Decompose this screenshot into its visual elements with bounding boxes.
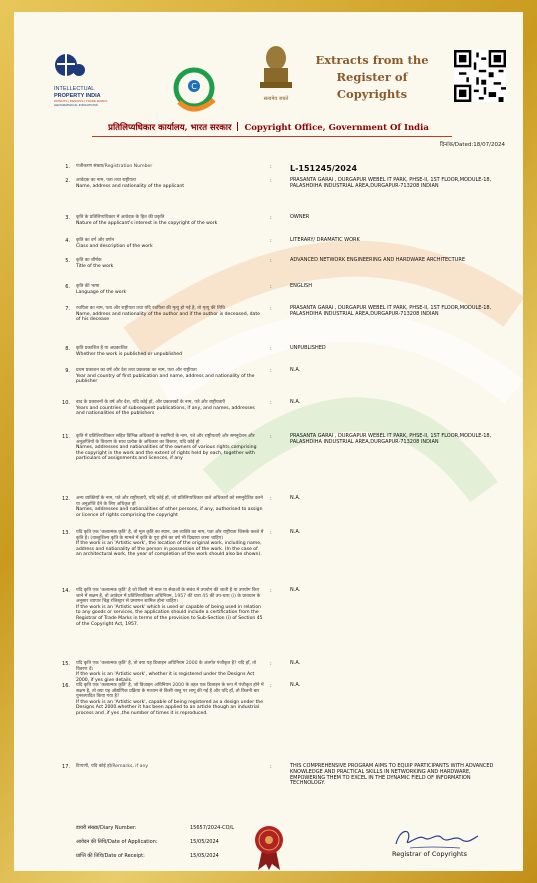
entry-value: N.A.	[290, 399, 301, 405]
entry-colon: :	[270, 346, 272, 352]
entry-colon: :	[270, 764, 272, 770]
entry-value: N.A.	[290, 367, 301, 373]
entry-value: N.A.	[290, 682, 301, 688]
entry-colon: :	[270, 284, 272, 290]
svg-text:सत्यमेव जयते: सत्यमेव जयते	[263, 96, 289, 102]
office-hindi: प्रतिलिप्यधिकार कार्यालय, भारत सरकार	[108, 123, 232, 133]
entry-label	[76, 215, 264, 226]
diary-value: 15657/2024-CO/L	[190, 825, 235, 831]
entry-label-english: If the work is an 'Artistic work', capable of being registered as a design under the Designs Act 2000.whether it has been applied to an article though an industrial process and ,if yes ,the number of times it is reproduced.	[76, 699, 264, 716]
entry-number: 17.	[62, 764, 70, 770]
entry-label-hindi: कृति की भाषा	[76, 284, 100, 289]
entry-label	[76, 284, 264, 295]
entry-value: THIS COMPREHENSIVE PROGRAM AIMS TO EQUIP PARTICIPANTS WITH ADVANCED KNOWLEDGE AND PRACTICAL SKILLS IN NETWORKING AND HARDWARE, EMPOWERING THEM TO EXCEL IN THE DYNAMIC FIELD OF INFORMATION TECHNOLOGY.	[290, 763, 494, 787]
entry-label	[76, 764, 264, 770]
entry-label-hindi: यदि कृति एक 'कलात्मक कृति' है, जो डिजाइन अधिनियम 2000 के तहत एक डिजाइन के रूप में पंजीकृत होने में सक्षम है, तो क्या यह औद्योगिक प्रक्रिया के माध्यम से किसी वस्तु पर लागू की गई है और यदि हाँ, तो कितनी बार पुनरुत्पादित किया गया है?	[76, 683, 264, 700]
entry-colon: :	[270, 530, 272, 536]
entry-label-english: Names, addresses and nationalities of the owners of various rights comprising the copyright in the work and the extent of rights held by each, together with particulars of assignments and licences, if any	[76, 445, 257, 462]
entry-value: N.A.	[290, 495, 301, 501]
receipt-date-label: प्राप्ति की तिथि/Date of Receipt:	[76, 853, 145, 859]
entry-label-hindi: पंजीकरण संख्या/Registration Number	[76, 164, 153, 169]
entry-number: 13.	[62, 530, 70, 536]
entry-label-hindi: कृति का शीर्षक	[76, 258, 102, 263]
entry-label-hindi: अन्य व्यक्तियों के नाम, पते और राष्ट्रीयताएँ, यदि कोई हों, जो प्रतिलिप्यधिकार वाले अधिकारों को समनुदेशित करने या अनुज्ञप्ति देने के लिए अधिकृत हों	[76, 496, 263, 507]
entry-label	[76, 368, 264, 385]
entry-value: N.A.	[290, 587, 301, 593]
entry-label-english: Whether the work is published or unpublished	[76, 351, 183, 357]
entry-label-hindi: बाद के प्रकाशनों के वर्ष और देश, यदि कोई हों, और प्रकाशकों के नाम, पते और राष्ट्रीयताएँ	[76, 400, 226, 405]
entry-value: PRASANTA GARAI , DURGAPUR WEBEL IT PARK, PHSE-II, 1ST FLOOR,MODULE-18, PALASHDIHA INDUSTRIAL AREA,DURGAPUR-713208 INDIAN	[290, 305, 492, 317]
band-separator	[237, 122, 238, 131]
copyright-office-logo	[164, 62, 224, 122]
entry-number: 8.	[65, 346, 70, 352]
entry-label-hindi: यदि कृति एक 'कलात्मक कृति' है, तो क्या यह डिजाइन अधिनियम 2000 के अंतर्गत पंजीकृत है? यदि हाँ, तो विवरण दें।	[76, 661, 257, 672]
title-line-1: Extracts from the	[315, 53, 429, 67]
entry-value: N.A.	[290, 529, 301, 535]
entry-label	[76, 258, 264, 269]
entry-colon: :	[270, 683, 272, 689]
entry-colon: :	[270, 306, 272, 312]
entry-label	[76, 178, 264, 189]
issue-date: दिनांक/Dated:18/07/2024	[439, 142, 505, 148]
entry-label-english: Names, addresses and nationalities of other persons, if any, authorised to assign or licence of rights comprising the copyright	[76, 507, 263, 518]
entry-label	[76, 306, 264, 323]
entry-colon: :	[270, 434, 272, 440]
globe-icon	[54, 52, 86, 82]
entry-label-english: If the work is an 'Artistic work', whether it is registered under the Designs Act 2000, if yes give details.	[76, 672, 255, 683]
entry-value: PRASANTA GARAI , DURGAPUR WEBEL IT PARK, PHSE-II, 1ST FLOOR,MODULE-18, PALASHDIHA INDUSTRIAL AREA,DURGAPUR-713208 INDIAN	[290, 177, 492, 189]
entry-value: L-151245/2024	[290, 164, 358, 173]
title-line-2: Register of	[336, 70, 408, 84]
title-line-3: Copyrights	[336, 87, 408, 101]
entry-value: ENGLISH	[290, 283, 312, 289]
entry-label-hindi: प्रथम प्रकाशन का वर्ष और देश तथा प्रकाशक का नाम, पता और राष्ट्रीयता	[76, 368, 197, 373]
entry-number: 10.	[62, 400, 70, 406]
entry-number: 12.	[62, 496, 70, 502]
entry-label-hindi: कृति का वर्ग और वर्णन	[76, 238, 115, 243]
entry-label-hindi: आवेदक का नाम, पता तथा राष्ट्रीयता	[76, 178, 136, 183]
entry-number: 14.	[62, 588, 70, 594]
application-date-value: 15/05/2024	[190, 839, 219, 845]
entry-label-hindi: कृति में प्रतिलिप्यधिकार सहित विभिन्न अधिकारों के स्वामियों के नाम, पते और राष्ट्रीयताएँ और समनुदेशन और अनुज्ञप्तियों के विवरण के साथ प्रत्येक के अधिकार का विस्तार, यदि कोई हो	[76, 434, 255, 445]
entry-number: 5.	[65, 258, 70, 264]
application-date-label: आवेदन की तिथि/Date of Application:	[76, 839, 158, 845]
entry-colon: :	[270, 368, 272, 374]
entry-label	[76, 683, 264, 717]
entry-number: 11.	[62, 434, 70, 440]
band-underline	[92, 136, 452, 137]
entry-label-english: If the work is an 'Artistic work' which is used or capable of being used in relation to any goods or services, the application should include a certification from the Registrar of Trade Marks in terms of the provision to Sub-Section (i) of Section 45 of the Copyright Act, 1957.	[76, 604, 263, 627]
entry-label	[76, 588, 264, 627]
entry-colon: :	[270, 661, 272, 667]
entry-number: 15.	[62, 661, 70, 667]
entry-label-english: Nature of the applicant's interest in the copyright of the work	[76, 220, 218, 226]
entry-label-english: If the work is an 'Artistic work', the location of the original work, including name, address and nationality of the person in possession of the work. (In the case of an architectural work, the year of completion of the work should also be shown).	[76, 541, 262, 558]
certificate-paper	[14, 12, 523, 871]
entry-colon: :	[270, 164, 272, 170]
entry-value: OWNER	[290, 214, 310, 220]
logo-line-3: PATENTS | DESIGNS | TRADE MARKS	[54, 99, 108, 103]
entry-label	[76, 434, 264, 462]
entry-label-english: Name, address and nationality of the applicant	[76, 183, 185, 189]
entry-value: UNPUBLISHED	[290, 345, 326, 351]
entry-label	[76, 346, 264, 357]
entry-number: 16.	[62, 683, 70, 689]
entry-label-hindi: टिप्पणी, यदि कोई हो/Remarks, if any	[76, 764, 149, 769]
entry-label	[76, 164, 264, 170]
entry-colon: :	[270, 588, 272, 594]
entry-colon: :	[270, 238, 272, 244]
entry-label-english: Class and description of the work	[76, 243, 153, 249]
registrar-title: Registrar of Copyrights	[392, 850, 467, 858]
office-english: Copyright Office, Government Of India	[244, 123, 429, 133]
entry-colon: :	[270, 178, 272, 184]
qr-code	[454, 50, 506, 102]
entry-value: PRASANTA GARAI , DURGAPUR WEBEL IT PARK, PHSE-II, 1ST FLOOR,MODULE-18, PALASHDIHA INDUSTRIAL AREA,DURGAPUR-713208 INDIAN	[290, 433, 492, 445]
entry-value: N.A.	[290, 660, 301, 666]
entry-label-english: Year and country of first publication and name, address and nationality of the publisher	[76, 373, 255, 385]
entry-label	[76, 661, 264, 683]
entry-label	[76, 530, 264, 558]
svg-text:C: C	[191, 82, 197, 91]
logo-line-1: INTELLECTUAL	[54, 86, 95, 92]
entry-label-hindi: यदि कृति एक 'कलात्मक कृति' है, तो मूल कृति का स्थान, उस व्यक्ति का नाम, पता और राष्ट्रीयता जिसके कब्जे में कृति है। (वास्तुशिल्प कृति के मामले में कृति के पूरा होने का वर्ष भी दिखाया जाना चाहिए)	[76, 530, 264, 541]
entry-number: 2.	[65, 178, 70, 184]
national-emblem	[254, 40, 298, 112]
entry-number: 9.	[65, 368, 70, 374]
entry-label-english: Years and countries of subsequent publications, if any, and names, addresses and nationalities of the publishers	[76, 405, 255, 417]
entry-label	[76, 496, 264, 518]
receipt-date-value: 15/05/2024	[190, 853, 219, 859]
logo-line-4: GEOGRAPHICAL INDICATIONS	[54, 103, 98, 107]
entry-label-hindi: कृति के प्रतिलिप्यधिकार में आवेदक के हित की प्रकृति	[76, 215, 165, 220]
entry-number: 4.	[65, 238, 70, 244]
entry-label-hindi: रचयिता का नाम, पता और राष्ट्रीयता तथा यदि रचयिता की मृत्यु हो गई है, तो मृत्यु की तिथि	[76, 306, 225, 311]
ip-india-logo	[54, 52, 134, 116]
entry-colon: :	[270, 258, 272, 264]
entry-number: 6.	[65, 284, 70, 290]
entry-label	[76, 400, 264, 417]
entry-label-hindi: यदि कृति एक 'कलात्मक कृति' है जो किसी भी माल या सेवाओं के संबंध में उपयोग की जाती है या उपयोग किए जाने में सक्षम है, तो आवेदन में प्रतिलिप्यधिकार अधिनियम, 1957 की धारा 45 की उप-धारा (i) के प्रावधान के अनुसार व्यापार चिह्न रजिस्ट्रार से प्रमाणन शामिल होना चाहिए।	[76, 588, 261, 605]
entry-colon: :	[270, 400, 272, 406]
entry-label-english: Name, address and nationality of the author and if the author is deceased, date of his decease	[76, 311, 260, 323]
entry-label-hindi: कृति प्रकाशित है या अप्रकाशित	[76, 346, 128, 351]
entry-label	[76, 238, 264, 249]
office-band	[14, 122, 523, 136]
entry-colon: :	[270, 496, 272, 502]
entry-number: 1.	[65, 164, 70, 170]
entry-value: ADVANCED NETWORK ENGINEERING AND HARDWARE ARCHITECTURE	[290, 257, 466, 263]
entry-label-english: Title of the work	[76, 263, 114, 269]
logo-line-2: PROPERTY INDIA	[54, 92, 101, 99]
entry-label-english: Language of the work	[76, 289, 127, 295]
entry-number: 7.	[65, 306, 70, 312]
diary-label: डायरी संख्या/Diary Number:	[76, 825, 137, 831]
certificate-title	[312, 52, 432, 103]
official-seal	[252, 824, 286, 871]
entry-value: LITERARY/ DRAMATIC WORK	[290, 237, 360, 243]
entry-colon: :	[270, 215, 272, 221]
entry-number: 3.	[65, 215, 70, 221]
